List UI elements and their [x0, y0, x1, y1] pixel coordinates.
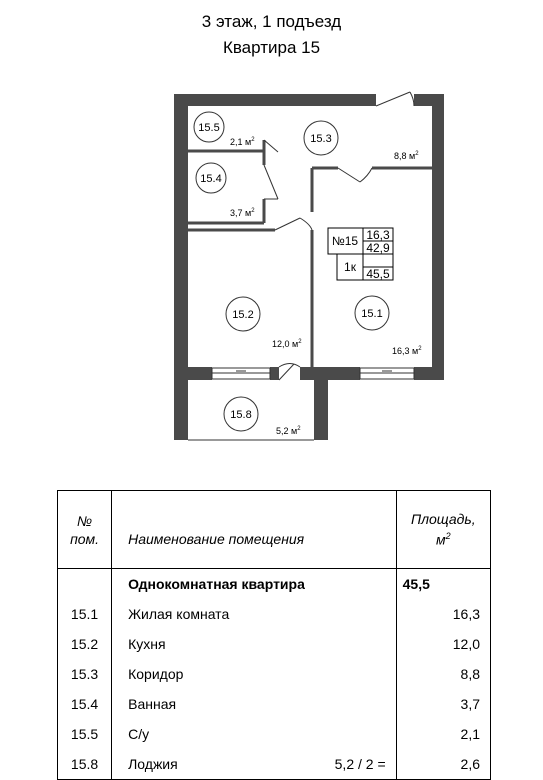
table-row [58, 719, 491, 749]
wall-bottom-mid [300, 367, 360, 380]
info-total-with-loggia: 45,5 [366, 267, 390, 281]
room-area-cell: 3,7 [396, 689, 490, 719]
room-name: Коридор [128, 666, 184, 682]
room-name-cell [112, 719, 397, 749]
window-kitchen [212, 368, 270, 379]
col-header-area [396, 491, 490, 569]
room-area: 16,3 $м^2$ [392, 346, 422, 356]
col-header-number [58, 491, 112, 569]
info-room-count: 1к [344, 260, 356, 274]
door-kitchen [275, 218, 312, 230]
info-living-area: 16,3 [366, 228, 390, 242]
room-area: 5,2 $м^2$ [276, 426, 301, 436]
table-row [58, 599, 491, 629]
room-area-cell: 12,0 [396, 629, 490, 659]
room-number-cell: 15.2 [58, 629, 112, 659]
info-total-area: 42,9 [366, 241, 390, 255]
room-name: С/у [128, 726, 150, 742]
table-row [58, 749, 491, 780]
room-area-cell: 16,3 [396, 599, 490, 629]
room-area: 3,7 $м^2$ [230, 208, 255, 218]
room-number-cell: 15.8 [58, 749, 112, 780]
wall-bottom-left [188, 367, 212, 380]
room-area-cell: 2,6 [396, 749, 490, 780]
room-area-cell: 2,1 [396, 719, 490, 749]
table-row [58, 689, 491, 719]
room-name-cell [112, 599, 397, 629]
room-name-cell [112, 659, 397, 689]
room-id: 15.2 [232, 309, 254, 321]
room-name-cell [112, 629, 397, 659]
apartment-title: Квартира 15 [222, 38, 321, 57]
wall-top-left [174, 94, 376, 106]
table-row [58, 659, 491, 689]
room-15-1 [355, 296, 422, 356]
floor-entrance-title: 3 этаж, 1 подъезд [201, 12, 342, 31]
door-loggia [279, 364, 300, 381]
room-name-cell [112, 689, 397, 719]
col-header-number-line2: пом. [70, 530, 100, 547]
room-15-2 [226, 297, 302, 349]
summary-name: Однокомнатная квартира [112, 569, 397, 600]
room-15-8 [224, 397, 301, 436]
col-header-area-line1: Площадь, [410, 510, 476, 527]
room-area: 8,8 $м^2$ [394, 151, 419, 161]
room-name-cell [112, 749, 397, 780]
table-header-row [58, 491, 491, 569]
room-area: 12,0 $м^2$ [272, 339, 302, 349]
col-header-name: Наименование помещения [112, 491, 397, 569]
rooms-table [57, 490, 491, 780]
room-15-3 [304, 121, 419, 161]
room-id: 15.8 [230, 409, 252, 421]
room-name: Кухня [128, 636, 166, 652]
room-area: 2,1 $м^2$ [230, 137, 255, 147]
table-summary-row [58, 569, 491, 600]
room-name: Лоджия [128, 756, 178, 772]
door-wc [264, 140, 278, 152]
room-id: 15.1 [361, 308, 383, 320]
col-header-area-line2: $м^2$ [436, 530, 451, 548]
room-id: 15.3 [310, 133, 332, 145]
room-15-4 [196, 163, 255, 218]
window-room [360, 368, 414, 379]
room-number-cell: 15.1 [58, 599, 112, 629]
summary-area: 45,5 [396, 569, 490, 600]
room-number-cell: 15.3 [58, 659, 112, 689]
door-room [338, 168, 372, 182]
room-number-cell: 15.5 [58, 719, 112, 749]
room-area-cell: 8,8 [396, 659, 490, 689]
info-apartment-number: №15 [331, 234, 359, 248]
door-entrance [376, 92, 414, 106]
room-id: 15.5 [198, 122, 220, 134]
wall-left [174, 94, 188, 440]
room-15-5 [194, 112, 255, 147]
wall-loggia-right [314, 380, 328, 440]
apartment-info-box [328, 228, 393, 281]
room-id: 15.4 [200, 173, 222, 185]
wall-right [432, 94, 444, 380]
table-row [58, 629, 491, 659]
wall-bottom-right [414, 367, 444, 380]
room-name: Жилая комната [128, 606, 230, 622]
area-calculation: 5,2 / 2 = [334, 756, 386, 772]
wall-bottom-mid-left [270, 367, 279, 380]
col-header-number-line1: № [76, 512, 93, 529]
door-bath [264, 165, 278, 199]
room-number-cell: 15.4 [58, 689, 112, 719]
room-name: Ванная [128, 696, 177, 712]
